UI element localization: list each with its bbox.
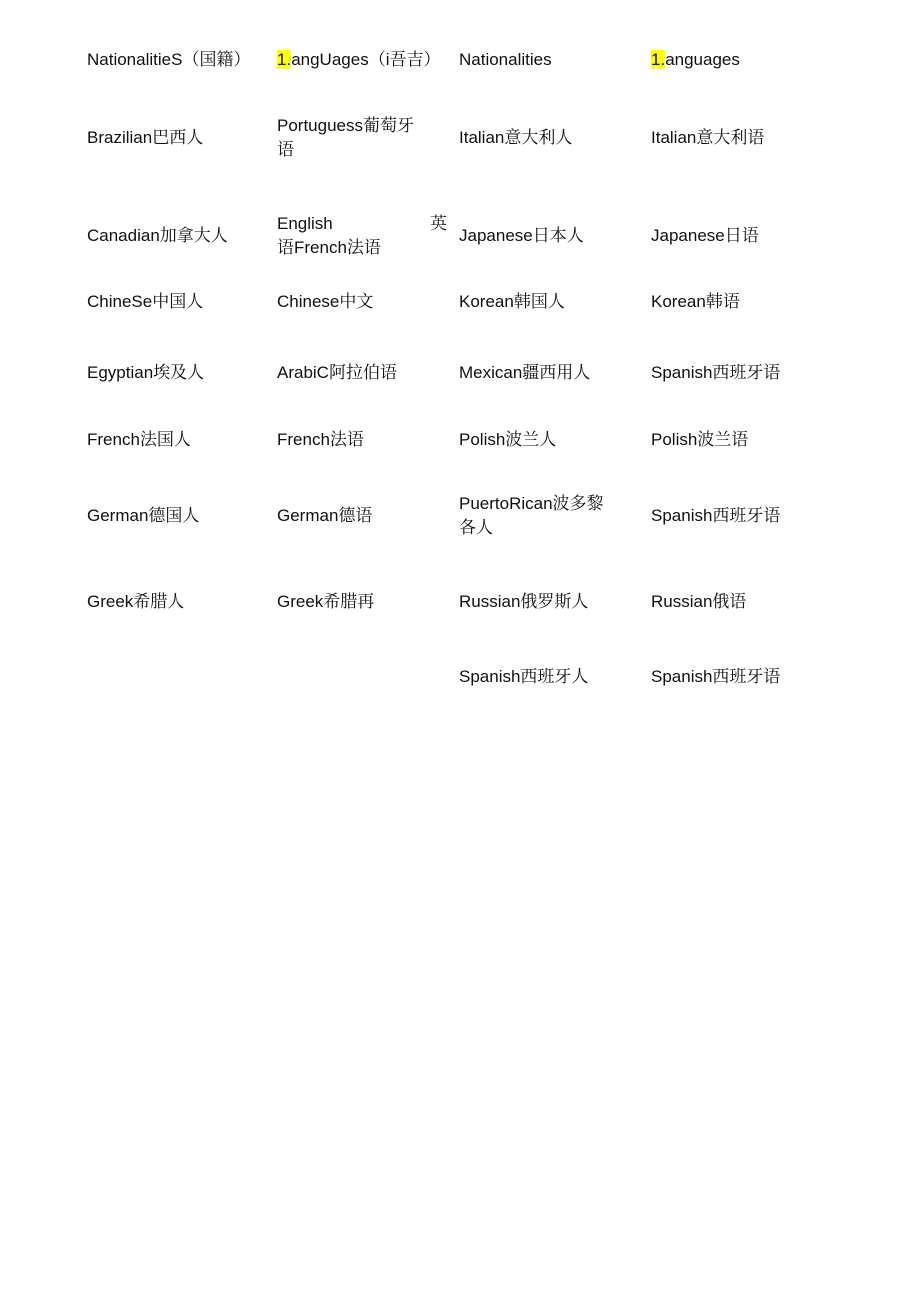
nationality-cell: French法国人 (87, 430, 191, 449)
language-cell: Polish波兰语 (651, 430, 749, 449)
nationality-cell: Japanese日本人 (459, 226, 584, 245)
language-cell: Spanish西班牙语 (651, 363, 781, 382)
language-cell-part: 英 (430, 214, 447, 233)
language-cell-line (277, 212, 447, 236)
language-cell-line: 语French法语 (277, 238, 381, 257)
nationality-cell: Greek希腊人 (87, 592, 185, 611)
nationality-cell: German德国人 (87, 506, 200, 525)
language-cell: Greek希腊再 (277, 592, 375, 611)
nationality-cell: Korean韩国人 (459, 292, 565, 311)
header-languages-cn-text: angUages（i吾吉） (291, 50, 441, 69)
nationality-cell: Polish波兰人 (459, 430, 557, 449)
nationality-cell: Italian意大利人 (459, 128, 573, 147)
language-cell: German德语 (277, 506, 373, 525)
header-nationalities-cn: NationalitieS（国籍） (87, 50, 251, 69)
nationality-cell: Russian俄罗斯人 (459, 592, 589, 611)
highlight-mark: 1. (277, 50, 292, 69)
language-cell: Russian俄语 (651, 592, 747, 611)
language-cell: Chinese中文 (277, 292, 374, 311)
language-cell: ArabiC阿拉伯语 (277, 363, 397, 382)
language-cell: Italian意大利语 (651, 128, 765, 147)
nationality-cell: Spanish西班牙人 (459, 667, 589, 686)
nationality-cell: Canadian加拿大人 (87, 226, 228, 245)
header-nationalities: Nationalities (459, 50, 552, 69)
language-cell: Spanish西班牙语 (651, 506, 781, 525)
language-cell (277, 212, 447, 260)
language-cell: Korean韩语 (651, 292, 740, 311)
header-languages-text: anguages (665, 50, 740, 69)
nationality-cell: Mexican疆西用人 (459, 363, 591, 382)
highlight-mark: 1. (651, 50, 666, 69)
language-cell: French法语 (277, 430, 364, 449)
language-cell-part: English (277, 214, 333, 233)
header-languages (651, 48, 821, 72)
language-cell: Japanese日语 (651, 226, 759, 245)
nationality-cell: Egyptian埃及人 (87, 363, 205, 382)
language-cell: Spanish西班牙语 (651, 667, 781, 686)
header-languages-cn (277, 48, 449, 72)
language-cell: Portuguess葡萄牙语 (277, 116, 414, 159)
nationality-cell: ChineSe中国人 (87, 292, 204, 311)
nationality-cell: PuertoRican波多黎各人 (459, 494, 604, 537)
nationality-cell: Brazilian巴西人 (87, 128, 204, 147)
